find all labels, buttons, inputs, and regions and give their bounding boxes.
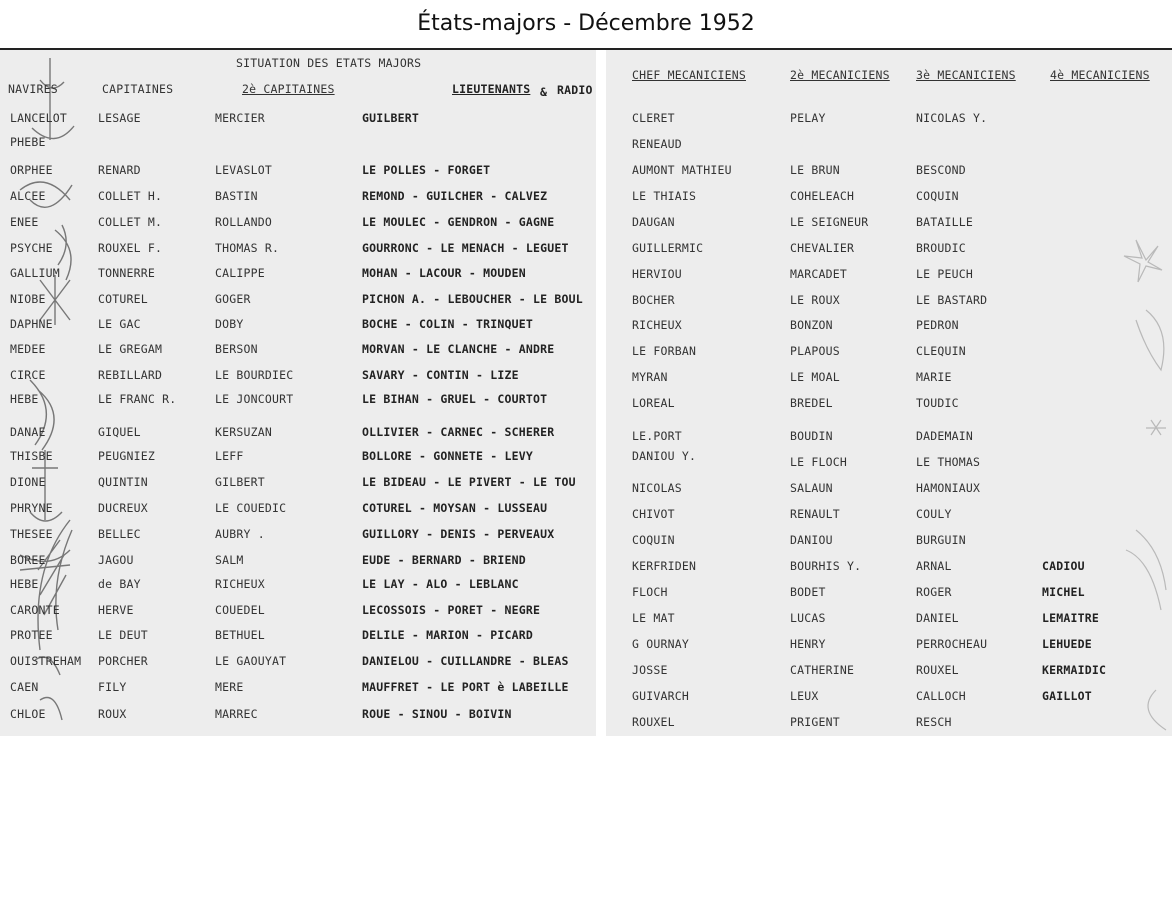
third-engineer-name: COQUIN bbox=[916, 189, 959, 203]
third-engineer-name: ARNAL bbox=[916, 559, 952, 573]
ship-name: CHLOE bbox=[10, 707, 46, 721]
ship-name: THISBE bbox=[10, 449, 53, 463]
chief-engineer-name: LE FORBAN bbox=[632, 344, 697, 358]
third-engineer-name: BURGUIN bbox=[916, 533, 966, 547]
third-engineer-name: LE PEUCH bbox=[916, 267, 973, 281]
third-engineer-name: MARIE bbox=[916, 370, 952, 384]
captain-name: COTUREL bbox=[98, 292, 148, 306]
chief-engineer-name: RICHEUX bbox=[632, 318, 682, 332]
second-engineer-name: SALAUN bbox=[790, 481, 833, 495]
second-engineer-name: LE MOAL bbox=[790, 370, 840, 384]
captain-name: QUINTIN bbox=[98, 475, 148, 489]
chief-engineer-name: G OURNAY bbox=[632, 637, 689, 651]
ship-name: CARONTE bbox=[10, 603, 60, 617]
second-captain-name: MARREC bbox=[215, 707, 258, 721]
ship-name: PROTEE bbox=[10, 628, 53, 642]
third-engineer-name: COULY bbox=[916, 507, 952, 521]
lieutenants-names: LECOSSOIS - PORET - NEGRE bbox=[362, 603, 541, 617]
column-header-radio: RADIO bbox=[557, 83, 593, 97]
chief-engineer-name: JOSSE bbox=[632, 663, 668, 677]
left-document-page bbox=[0, 50, 596, 736]
lieutenants-names: LE LAY - ALO - LEBLANC bbox=[362, 577, 519, 591]
second-captain-name: LE BOURDIEC bbox=[215, 368, 294, 382]
second-captain-name: BASTIN bbox=[215, 189, 258, 203]
lieutenants-names: MORVAN - LE CLANCHE - ANDRE bbox=[362, 342, 555, 356]
lieutenants-names: REMOND - GUILCHER - CALVEZ bbox=[362, 189, 548, 203]
lieutenants-names: BOCHE - COLIN - TRINQUET bbox=[362, 317, 533, 331]
third-engineer-name: RESCH bbox=[916, 715, 952, 729]
captain-name: DUCREUX bbox=[98, 501, 148, 515]
captain-name: TONNERRE bbox=[98, 266, 155, 280]
third-engineer-name: DADEMAIN bbox=[916, 429, 973, 443]
ship-name: MEDEE bbox=[10, 342, 46, 356]
lieutenants-names: GOURRONC - LE MENACH - LEGUET bbox=[362, 241, 569, 255]
chief-engineer-name: COQUIN bbox=[632, 533, 675, 547]
chief-engineer-name: DANIOU Y. bbox=[632, 449, 697, 463]
second-captain-name: GOGER bbox=[215, 292, 251, 306]
second-engineer-name: DANIOU bbox=[790, 533, 833, 547]
ship-name: DIONE bbox=[10, 475, 46, 489]
faint-background-drawing bbox=[986, 50, 1172, 736]
column-header-lieutenants: LIEUTENANTS bbox=[452, 82, 531, 96]
ship-name: DANAE bbox=[10, 425, 46, 439]
chief-engineer-name: CLERET bbox=[632, 111, 675, 125]
lieutenants-names: LE MOULEC - GENDRON - GAGNE bbox=[362, 215, 555, 229]
column-header-navires: NAVIRES bbox=[8, 82, 58, 96]
sheet-heading: SITUATION DES ETATS MAJORS bbox=[236, 56, 422, 70]
chief-engineer-name: LE.PORT bbox=[632, 429, 682, 443]
second-engineer-name: CATHERINE bbox=[790, 663, 855, 677]
third-engineer-name: BESCOND bbox=[916, 163, 966, 177]
ship-name: GALLIUM bbox=[10, 266, 60, 280]
third-engineer-name: DANIEL bbox=[916, 611, 959, 625]
captain-name: JAGOU bbox=[98, 553, 134, 567]
third-engineer-name: HAMONIAUX bbox=[916, 481, 981, 495]
chief-engineer-name: GUIVARCH bbox=[632, 689, 689, 703]
second-captain-name: DOBY bbox=[215, 317, 244, 331]
lieutenants-names: SAVARY - CONTIN - LIZE bbox=[362, 368, 519, 382]
second-captain-name: THOMAS R. bbox=[215, 241, 280, 255]
captain-name: LE DEUT bbox=[98, 628, 148, 642]
third-engineer-name: NICOLAS Y. bbox=[916, 111, 988, 125]
second-captain-name: LEFF bbox=[215, 449, 244, 463]
second-captain-name: LE GAOUYAT bbox=[215, 654, 287, 668]
column-header-fourth-engineers: 4è MECANICIENS bbox=[1050, 68, 1150, 82]
column-header-second-captains: 2è CAPITAINES bbox=[242, 82, 335, 96]
second-engineer-name: PRIGENT bbox=[790, 715, 840, 729]
lieutenants-names: LE BIDEAU - LE PIVERT - LE TOU bbox=[362, 475, 576, 489]
lieutenants-names: BOLLORE - GONNETE - LEVY bbox=[362, 449, 533, 463]
ship-name: PHRYNE bbox=[10, 501, 53, 515]
fourth-engineer-name: CADIOU bbox=[1042, 559, 1085, 573]
second-captain-name: ROLLANDO bbox=[215, 215, 272, 229]
chief-engineer-name: LE MAT bbox=[632, 611, 675, 625]
second-captain-name: RICHEUX bbox=[215, 577, 265, 591]
second-captain-name: COUEDEL bbox=[215, 603, 265, 617]
second-engineer-name: BOUDIN bbox=[790, 429, 833, 443]
captain-name: PORCHER bbox=[98, 654, 148, 668]
third-engineer-name: LE BASTARD bbox=[916, 293, 988, 307]
lieutenants-names: ROUE - SINOU - BOIVIN bbox=[362, 707, 512, 721]
chief-engineer-name: HERVIOU bbox=[632, 267, 682, 281]
ship-name: HEBE bbox=[10, 392, 39, 406]
column-header-third-engineers: 3è MECANICIENS bbox=[916, 68, 1016, 82]
lieutenants-names: LE BIHAN - GRUEL - COURTOT bbox=[362, 392, 548, 406]
ship-name: LANCELOT bbox=[10, 111, 67, 125]
chief-engineer-name: AUMONT MATHIEU bbox=[632, 163, 732, 177]
lieutenants-names: GUILLORY - DENIS - PERVEAUX bbox=[362, 527, 555, 541]
fourth-engineer-name: GAILLOT bbox=[1042, 689, 1092, 703]
lieutenants-names: GUILBERT bbox=[362, 111, 419, 125]
captain-name: COLLET H. bbox=[98, 189, 163, 203]
lieutenants-names: OLLIVIER - CARNEC - SCHERER bbox=[362, 425, 555, 439]
third-engineer-name: CALLOCH bbox=[916, 689, 966, 703]
third-engineer-name: LE THOMAS bbox=[916, 455, 981, 469]
column-header-ampersand: & bbox=[540, 85, 548, 99]
lieutenants-names: MOHAN - LACOUR - MOUDEN bbox=[362, 266, 526, 280]
second-captain-name: LE JONCOURT bbox=[215, 392, 294, 406]
second-captain-name: KERSUZAN bbox=[215, 425, 272, 439]
second-engineer-name: MARCADET bbox=[790, 267, 847, 281]
column-header-chief-engineers: CHEF MECANICIENS bbox=[632, 68, 746, 82]
lieutenants-names: MAUFFRET - LE PORT è LABEILLE bbox=[362, 680, 569, 694]
captain-name: ROUXEL F. bbox=[98, 241, 163, 255]
ship-name: PSYCHE bbox=[10, 241, 53, 255]
ship-name: OUISTREHAM bbox=[10, 654, 82, 668]
chief-engineer-name: BOCHER bbox=[632, 293, 675, 307]
second-engineer-name: RENAULT bbox=[790, 507, 840, 521]
captain-name: LE FRANC R. bbox=[98, 392, 177, 406]
third-engineer-name: PERROCHEAU bbox=[916, 637, 988, 651]
page-gutter bbox=[596, 50, 606, 736]
fourth-engineer-name: MICHEL bbox=[1042, 585, 1085, 599]
second-captain-name: BERSON bbox=[215, 342, 258, 356]
second-engineer-name: LE BRUN bbox=[790, 163, 840, 177]
chief-engineer-name: MYRAN bbox=[632, 370, 668, 384]
third-engineer-name: BROUDIC bbox=[916, 241, 966, 255]
ship-name: ALCEE bbox=[10, 189, 46, 203]
chief-engineer-name: KERFRIDEN bbox=[632, 559, 697, 573]
captain-name: FILY bbox=[98, 680, 127, 694]
ship-name: CIRCE bbox=[10, 368, 46, 382]
third-engineer-name: TOUDIC bbox=[916, 396, 959, 410]
ship-name: ORPHEE bbox=[10, 163, 53, 177]
column-header-second-engineers: 2è MECANICIENS bbox=[790, 68, 890, 82]
chief-engineer-name: GUILLERMIC bbox=[632, 241, 704, 255]
column-header-capitaines: CAPITAINES bbox=[102, 82, 174, 96]
second-captain-name: GILBERT bbox=[215, 475, 265, 489]
third-engineer-name: BATAILLE bbox=[916, 215, 973, 229]
second-engineer-name: BONZON bbox=[790, 318, 833, 332]
third-engineer-name: CLEQUIN bbox=[916, 344, 966, 358]
fourth-engineer-name: LEMAITRE bbox=[1042, 611, 1099, 625]
ship-name: BOREE bbox=[10, 553, 46, 567]
captain-name: de BAY bbox=[98, 577, 141, 591]
captain-name: LESAGE bbox=[98, 111, 141, 125]
third-engineer-name: ROGER bbox=[916, 585, 952, 599]
captain-name: HERVE bbox=[98, 603, 134, 617]
second-engineer-name: LEUX bbox=[790, 689, 819, 703]
second-engineer-name: COHELEACH bbox=[790, 189, 855, 203]
second-engineer-name: PELAY bbox=[790, 111, 826, 125]
second-engineer-name: BREDEL bbox=[790, 396, 833, 410]
second-engineer-name: LE FLOCH bbox=[790, 455, 847, 469]
second-captain-name: SALM bbox=[215, 553, 244, 567]
second-captain-name: LEVASLOT bbox=[215, 163, 272, 177]
ship-name: CAEN bbox=[10, 680, 39, 694]
ship-name: PHEBE bbox=[10, 135, 46, 149]
second-engineer-name: BOURHIS Y. bbox=[790, 559, 862, 573]
second-engineer-name: HENRY bbox=[790, 637, 826, 651]
lieutenants-names: LE POLLES - FORGET bbox=[362, 163, 491, 177]
chief-engineer-name: NICOLAS bbox=[632, 481, 682, 495]
second-engineer-name: LE SEIGNEUR bbox=[790, 215, 869, 229]
second-engineer-name: BODET bbox=[790, 585, 826, 599]
captain-name: BELLEC bbox=[98, 527, 141, 541]
second-captain-name: CALIPPE bbox=[215, 266, 265, 280]
third-engineer-name: ROUXEL bbox=[916, 663, 959, 677]
second-engineer-name: LUCAS bbox=[790, 611, 826, 625]
third-engineer-name: PEDRON bbox=[916, 318, 959, 332]
second-engineer-name: PLAPOUS bbox=[790, 344, 840, 358]
second-captain-name: MERE bbox=[215, 680, 244, 694]
captain-name: ROUX bbox=[98, 707, 127, 721]
captain-name: REBILLARD bbox=[98, 368, 163, 382]
lieutenants-names: DANIELOU - CUILLANDRE - BLEAS bbox=[362, 654, 569, 668]
second-engineer-name: LE ROUX bbox=[790, 293, 840, 307]
fourth-engineer-name: KERMAIDIC bbox=[1042, 663, 1107, 677]
fourth-engineer-name: LEHUEDE bbox=[1042, 637, 1092, 651]
ship-name: NIOBE bbox=[10, 292, 46, 306]
second-captain-name: BETHUEL bbox=[215, 628, 265, 642]
captain-name: GIQUEL bbox=[98, 425, 141, 439]
ship-name: ENEE bbox=[10, 215, 39, 229]
page-title: États-majors - Décembre 1952 bbox=[417, 11, 755, 36]
chief-engineer-name: DAUGAN bbox=[632, 215, 675, 229]
second-captain-name: LE COUEDIC bbox=[215, 501, 287, 515]
second-engineer-name: CHEVALIER bbox=[790, 241, 855, 255]
chief-engineer-name: LE THIAIS bbox=[632, 189, 697, 203]
lieutenants-names: EUDE - BERNARD - BRIEND bbox=[362, 553, 526, 567]
captain-name: RENARD bbox=[98, 163, 141, 177]
chief-engineer-name: RENEAUD bbox=[632, 137, 682, 151]
ship-name: THESEE bbox=[10, 527, 53, 541]
captain-name: LE GREGAM bbox=[98, 342, 163, 356]
captain-name: LE GAC bbox=[98, 317, 141, 331]
captain-name: COLLET M. bbox=[98, 215, 163, 229]
chief-engineer-name: ROUXEL bbox=[632, 715, 675, 729]
lieutenants-names: COTUREL - MOYSAN - LUSSEAU bbox=[362, 501, 548, 515]
ship-name: HEBE bbox=[10, 577, 39, 591]
chief-engineer-name: FLOCH bbox=[632, 585, 668, 599]
lieutenants-names: DELILE - MARION - PICARD bbox=[362, 628, 533, 642]
second-captain-name: AUBRY . bbox=[215, 527, 265, 541]
second-captain-name: MERCIER bbox=[215, 111, 265, 125]
right-document-page bbox=[606, 50, 1172, 736]
chief-engineer-name: LOREAL bbox=[632, 396, 675, 410]
lieutenants-names: PICHON A. - LEBOUCHER - LE BOUL bbox=[362, 292, 583, 306]
chief-engineer-name: CHIVOT bbox=[632, 507, 675, 521]
ship-name: DAPHNE bbox=[10, 317, 53, 331]
captain-name: PEUGNIEZ bbox=[98, 449, 155, 463]
